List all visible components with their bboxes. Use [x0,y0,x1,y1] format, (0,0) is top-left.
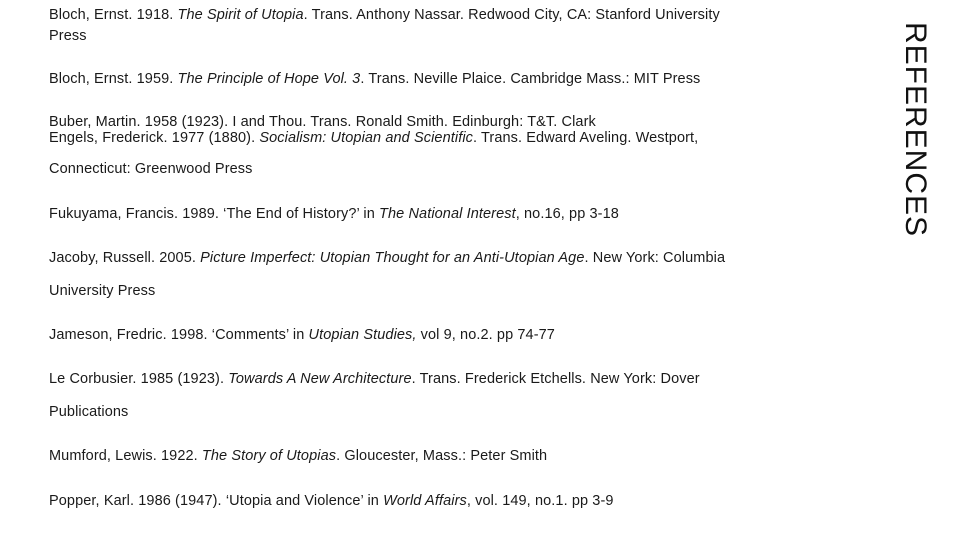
reference-line: Mumford, Lewis. 1922. The Story of Utopias. Gloucester, Mass.: Peter Smith [49,448,548,464]
reference-line: Buber, Martin. 1958 (1923). I and Thou. Trans. Ronald Smith. Edinburgh: T&T. Clark [49,114,596,130]
slide-title: REFERENCES [899,22,932,238]
reference-line: Le Corbusier. 1985 (1923). Towards A New Architecture. Trans. Frederick Etchells. New York: Dover [49,371,700,387]
reference-line: Engels, Frederick. 1977 (1880). Socialism: Utopian and Scientific. Trans. Edward Aveling. Westport, [49,130,699,146]
reference-line: Publications [49,404,129,420]
reference-line: Jacoby, Russell. 2005. Picture Imperfect: Utopian Thought for an Anti-Utopian Age. New York: Columbia [49,250,726,266]
reference-line: Fukuyama, Francis. 1989. ‘The End of History?’ in The National Interest, no.16, pp 3-18 [49,206,619,222]
reference-line: University Press [49,283,156,299]
reference-line: Press [49,28,87,44]
reference-line: Bloch, Ernst. 1918. The Spirit of Utopia. Trans. Anthony Nassar. Redwood City, CA: Stanford University [49,7,720,23]
reference-line: Popper, Karl. 1986 (1947). ‘Utopia and Violence’ in World Affairs, vol. 149, no.1. pp 3-9 [49,493,614,509]
reference-line: Connecticut: Greenwood Press [49,161,253,177]
reference-line: Bloch, Ernst. 1959. The Principle of Hope Vol. 3. Trans. Neville Plaice. Cambridge Mass.: MIT Press [49,71,701,87]
reference-line: Jameson, Fredric. 1998. ‘Comments’ in Utopian Studies, vol 9, no.2. pp 74-77 [49,327,555,343]
